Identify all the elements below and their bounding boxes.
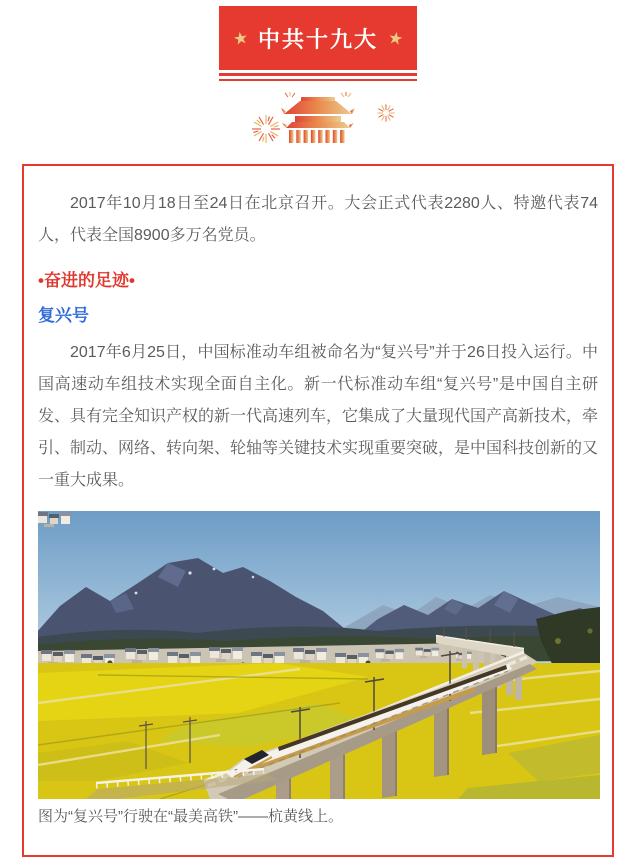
article-box <box>22 164 614 857</box>
banner-section <box>0 0 636 81</box>
train-photo <box>38 511 600 799</box>
section-heading: •奋进的足迹• <box>38 271 135 290</box>
firework-icon <box>252 115 280 143</box>
body-paragraph: 2017年6月25日，中国标准动车组被命名为“复兴号”并于26日投入运行。中国高速动车组技术实现全面自主化。新一代标准动车组“复兴号”是中国自主研发、具有完全知识产权的新一代高速列车，它集成了大量现代国产高新技术，牵引、制动、网络、转向架、轮轴等关键技术实现重要突破，是中国科技创新的又一重大成果。 <box>38 344 599 490</box>
sparkle-icon <box>285 92 351 97</box>
subsection-heading: 复兴号 <box>38 306 89 326</box>
gate-icon <box>281 97 355 143</box>
tiananmen-gate-decoration-icon <box>238 89 398 155</box>
banner <box>219 6 417 70</box>
train-photo-figure <box>38 511 598 827</box>
intro-paragraph: 2017年10月18日至24日在北京召开。大会正式代表2280人、特邀代表74人，代表全国8900多万名党员。 <box>38 195 598 244</box>
banner-title: 中共十九大 <box>257 26 378 52</box>
photo-caption: 图为“复兴号”行驶在“最美高铁”——杭黄线上。 <box>38 808 343 826</box>
firework-icon <box>377 104 394 121</box>
star-icon: ★ <box>231 27 250 49</box>
star-icon: ★ <box>386 27 405 49</box>
banner-stripe <box>219 79 417 81</box>
banner-stripe <box>219 73 417 76</box>
